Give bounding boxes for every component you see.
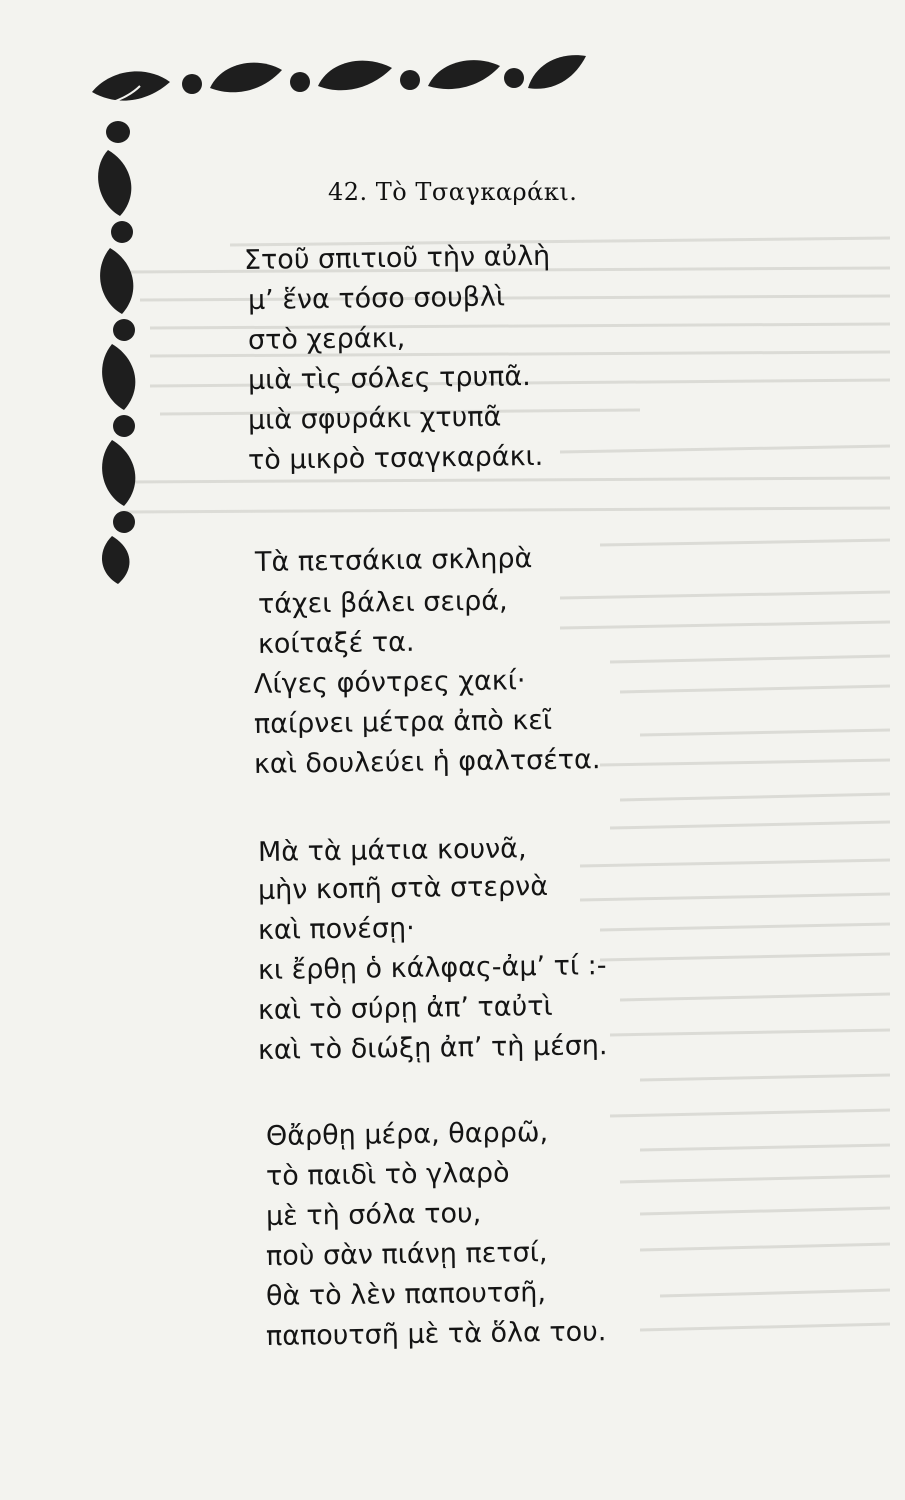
poem-line: τάχει βάλει σειρά, [257,585,508,620]
poem-line: τὸ παιδὶ τὸ γλαρὸ [265,1157,510,1192]
poem-line: Θἄρθῃ μέρα, θαρρῶ, [265,1117,549,1152]
poem-title: 42. Τὸ Τσαγκαράκι. [328,178,578,206]
poem-line: Τὰ πετσάκια σκληρὰ [254,543,533,578]
poem-line: Μὰ τὰ μάτια κουνᾶ, [257,833,527,868]
poem-line: Στοῦ σπιτιοῦ τὴν αὐλὴ [243,240,551,276]
poem-line: καὶ πονέσῃ· [257,912,415,946]
poem-line: κοίταξέ τα. [257,626,415,660]
poem-line: ποὺ σὰν πιάνῃ πετσί, [265,1237,548,1272]
poem-line: καὶ τὸ σύρῃ ἀπ’ ταὐτὶ [257,990,553,1026]
poem-line: κι ἔρθῃ ὁ κάλφας-ἀμ’ τί :- [257,950,607,986]
poem-line: καὶ τὸ διώξῃ ἀπ’ τὴ μέση. [257,1030,608,1066]
poem-line: Λίγες φόντρες χακί· [253,665,526,700]
poem-line: παίρνει μέτρα ἀπὸ κεῖ [253,704,553,740]
poem-line: μιὰ σφυράκι χτυπᾶ [247,401,502,436]
poem-line: θὰ τὸ λὲν παπουτσῆ, [265,1277,547,1312]
poem-line: καὶ δουλεύει ἡ φαλτσέτα. [253,744,601,780]
poem-line: μὲ τὴ σόλα του, [265,1197,482,1232]
poem-line: στὸ χεράκι, [247,322,406,356]
poem-line: παπουτσῆ μὲ τὰ ὅλα του. [265,1316,607,1352]
poem-line: τὸ μικρὸ τσαγκαράκι. [247,440,544,476]
poem-line: μὴν κοπῆ στὰ στερνὰ [257,870,549,906]
poem-line: μιὰ τὶς σόλες τρυπᾶ. [247,361,531,396]
poem-line: μ’ ἕνα τόσο σουβλὶ [247,281,506,316]
